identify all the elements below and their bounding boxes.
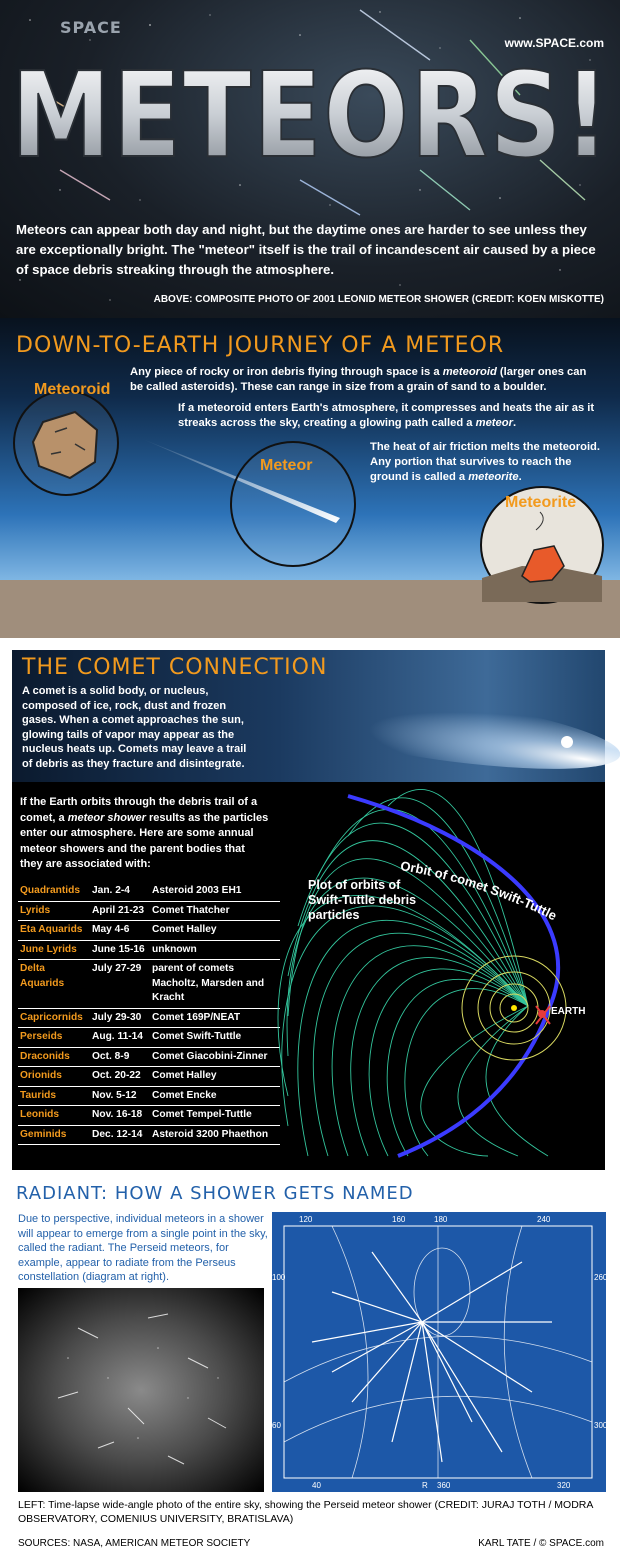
term-meteorite: meteorite (468, 471, 519, 483)
shower-dates: Oct. 8-9 (90, 1047, 150, 1067)
text-segment: . (518, 471, 522, 483)
shower-parent: Comet Swift-Tuttle (150, 1028, 280, 1048)
comet-title: THE COMET CONNECTION (22, 655, 328, 680)
shower-parent: Comet Halley (150, 921, 280, 941)
shower-parent: Comet Halley (150, 1067, 280, 1087)
text-segment: If the Earth orbits through the debris trail of a comet, a (20, 796, 258, 824)
orbit-plot-svg (288, 796, 604, 1156)
svg-text:360: 360 (437, 1481, 451, 1490)
photo-credit: ABOVE: COMPOSITE PHOTO OF 2001 LEONID METEOR SHOWER (CREDIT: KOEN MISKOTTE) (153, 294, 604, 305)
shower-parent: Comet Encke (150, 1086, 280, 1106)
radiant-title: RADIANT: HOW A SHOWER GETS NAMED (16, 1183, 414, 1204)
svg-text:320: 320 (557, 1481, 571, 1490)
shower-name: Eta Aquarids (18, 921, 90, 941)
shower-name: Draconids (18, 1047, 90, 1067)
shower-dates: Nov. 5-12 (90, 1086, 150, 1106)
text-segment: results as the particles enter our atmosphere. Here are some annual meteor showers and the parent bodies that they are associated with: (20, 811, 269, 870)
shower-row (18, 1067, 280, 1087)
shower-name: Delta Aquarids (18, 960, 90, 1009)
label-meteoroid: Meteoroid (34, 381, 111, 398)
footer-sources: SOURCES: NASA, AMERICAN METEOR SOCIETY (18, 1538, 251, 1549)
text-segment: The heat of air friction melts the meteoroid. Any portion that survives to reach the ground is called a (370, 441, 600, 483)
shower-name: Capricornids (18, 1008, 90, 1028)
shower-dates: May 4-6 (90, 921, 150, 941)
shower-dates: Nov. 16-18 (90, 1106, 150, 1126)
comet-description: A comet is a solid body, or nucleus, composed of ice, rock, dust and frozen gases. When a comet approaches the sun, glowing tails of vapor may appear as the nucleus heats up. Comets may leave a trail of debris as they fracture and disintegrate. (22, 685, 247, 770)
shower-parent: Asteroid 2003 EH1 (150, 882, 280, 901)
page-title (8, 46, 614, 184)
sky-photo-image (18, 1288, 264, 1492)
term-meteor: meteor (475, 417, 513, 429)
svg-text:240: 240 (537, 1215, 551, 1224)
shower-row (18, 1028, 280, 1048)
shower-row (18, 1047, 280, 1067)
svg-text:100: 100 (272, 1273, 286, 1282)
footer-author: KARL TATE / © SPACE.com (478, 1538, 604, 1549)
svg-text:260: 260 (594, 1273, 608, 1282)
shower-dates: Dec. 12-14 (90, 1125, 150, 1145)
shower-name: June Lyrids (18, 940, 90, 960)
shower-parent: unknown (150, 940, 280, 960)
radiant-description: Due to perspective, individual meteors in a shower will appear to emerge from a single point in the sky, called the radiant. The Perseid meteors, for example, appear to radiate from the Perseus constellation (diagram at right). (18, 1213, 268, 1283)
page-title-text: METEORS! (11, 46, 611, 184)
shower-parent: Comet Thatcher (150, 901, 280, 921)
shower-row (18, 901, 280, 921)
text-segment: (larger ones can be called asteroids). These can range in size from a grain of sand to a boulder. (130, 366, 587, 393)
radiant-map-svg (272, 1212, 606, 1492)
earth-label: EARTH (551, 1006, 586, 1017)
shower-intro (20, 795, 270, 873)
shower-row (18, 882, 280, 901)
shower-name: Leonids (18, 1106, 90, 1126)
term-meteoroid: meteoroid (442, 366, 497, 378)
radiant-map (272, 1212, 606, 1492)
brand-url: www.SPACE.com (504, 36, 604, 50)
label-meteorite: Meteorite (505, 494, 577, 511)
journey-title: DOWN-TO-EARTH JOURNEY OF A METEOR (16, 333, 505, 358)
shower-dates: July 29-30 (90, 1008, 150, 1028)
shower-name: Perseids (18, 1028, 90, 1048)
shower-name: Lyrids (18, 901, 90, 921)
shower-row (18, 1106, 280, 1126)
space-logo: SPACE (60, 18, 122, 37)
shower-dates: Aug. 11-14 (90, 1028, 150, 1048)
term-meteor-shower: meteor shower (67, 811, 146, 824)
svg-text:300: 300 (594, 1421, 608, 1430)
shower-dates: July 27-29 (90, 960, 150, 1009)
text-segment: If a meteoroid enters Earth's atmosphere, it compresses and heats the air as it streaks across the sky, creating a glowing path called a (178, 402, 595, 429)
shower-parent: Comet Tempel-Tuttle (150, 1106, 280, 1126)
shower-name: Taurids (18, 1086, 90, 1106)
shower-dates: April 21-23 (90, 901, 150, 921)
svg-text:R: R (422, 1481, 428, 1490)
meteoroid-rock-icon (15, 392, 117, 494)
svg-text:60: 60 (272, 1421, 281, 1430)
shower-row (18, 1125, 280, 1145)
svg-text:Orbit of comet Swift-Tuttle (399, 860, 559, 923)
showers-table (18, 882, 280, 1145)
shower-dates: June 15-16 (90, 940, 150, 960)
shower-parent: Asteroid 3200 Phaethon (150, 1125, 280, 1145)
orbit-label-text: Orbit of comet Swift-Tuttle (399, 860, 560, 924)
shower-parent: Comet Giacobini-Zinner (150, 1047, 280, 1067)
svg-text:160: 160 (392, 1215, 406, 1224)
intro-text: Meteors can appear both day and night, but the daytime ones are harder to see unless they are exceptionally bright. The "meteor" itself is the trail of incandescent air caused by a piece of space debris streaking through the atmosphere. (16, 222, 596, 277)
orbit-plot-image (288, 796, 604, 1156)
shower-row (18, 960, 280, 1009)
meteoroid-circle (13, 390, 119, 496)
shower-row (18, 940, 280, 960)
shower-row (18, 1008, 280, 1028)
text-segment: Any piece of rocky or iron debris flying through space is a (130, 366, 443, 378)
shower-dates: Jan. 2-4 (90, 882, 150, 901)
sky-photo (18, 1288, 264, 1492)
shower-parent: Comet 169P/NEAT (150, 1008, 280, 1028)
shower-name: Geminids (18, 1125, 90, 1145)
svg-text:40: 40 (312, 1481, 321, 1490)
orbit-label (395, 860, 605, 950)
text-segment: . (512, 417, 517, 429)
svg-text:120: 120 (299, 1215, 313, 1224)
shower-row (18, 1086, 280, 1106)
shower-name: Quadrantids (18, 882, 90, 901)
sky-photo-credit: LEFT: Time-lapse wide-angle photo of the entire sky, showing the Perseid meteor shower (CREDIT: JURAJ TOTH / MODRA OBSERVATORY, COMENIUS UNIVERSITY, BRATISLAVA) (18, 1499, 593, 1525)
shower-dates: Oct. 20-22 (90, 1067, 150, 1087)
shower-parent: parent of comets Macholtz, Marsden and Kracht (150, 960, 280, 1009)
shower-name: Orionids (18, 1067, 90, 1087)
svg-text:180: 180 (434, 1215, 448, 1224)
label-meteor: Meteor (260, 457, 313, 474)
shower-row (18, 921, 280, 941)
orbit-plot-title: Plot of orbits of Swift-Tuttle debris particles (308, 878, 417, 922)
